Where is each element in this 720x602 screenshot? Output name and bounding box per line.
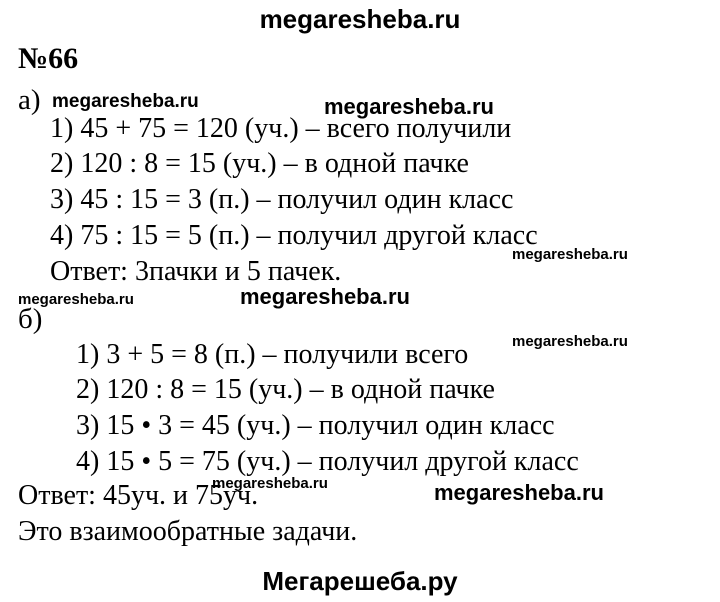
- part-a-label: а): [18, 84, 41, 116]
- part-a-line-3: 3) 45 : 15 = 3 (п.) – получил один класс: [50, 184, 514, 215]
- part-a-line-1: 1) 45 + 75 = 120 (уч.) – всего получили: [50, 113, 512, 144]
- part-a-answer: Ответ: 3пачки и 5 пачек.: [50, 256, 342, 287]
- watermark: megaresheba.ru: [18, 291, 134, 308]
- problem-number: №66: [18, 42, 79, 75]
- part-b-line-4: 4) 15 • 5 = 75 (уч.) – получил другой класс: [76, 446, 579, 477]
- watermark: megaresheba.ru: [212, 475, 328, 492]
- conclusion-text: Это взаимообратные задачи.: [18, 516, 358, 547]
- watermark: megaresheba.ru: [512, 333, 628, 350]
- part-a-line-2: 2) 120 : 8 = 15 (уч.) – в одной пачке: [50, 148, 469, 179]
- watermark: megaresheba.ru: [240, 284, 410, 309]
- part-b-line-3: 3) 15 • 3 = 45 (уч.) – получил один класс: [76, 410, 555, 441]
- watermark: megaresheba.ru: [434, 480, 604, 505]
- watermark: megaresheba.ru: [324, 94, 494, 119]
- watermark: megaresheba.ru: [52, 91, 199, 112]
- part-b-answer: Ответ: 45уч. и 75уч.: [18, 480, 259, 511]
- site-footer: Мегарешеба.ру: [262, 566, 458, 596]
- site-header: megaresheba.ru: [259, 4, 461, 34]
- part-b-label: б): [18, 303, 43, 335]
- part-b-line-2: 2) 120 : 8 = 15 (уч.) – в одной пачке: [76, 374, 495, 405]
- part-a-line-4: 4) 75 : 15 = 5 (п.) – получил другой класс: [50, 220, 538, 251]
- part-b-line-1: 1) 3 + 5 = 8 (п.) – получили всего: [76, 339, 469, 370]
- watermark: megaresheba.ru: [512, 246, 628, 263]
